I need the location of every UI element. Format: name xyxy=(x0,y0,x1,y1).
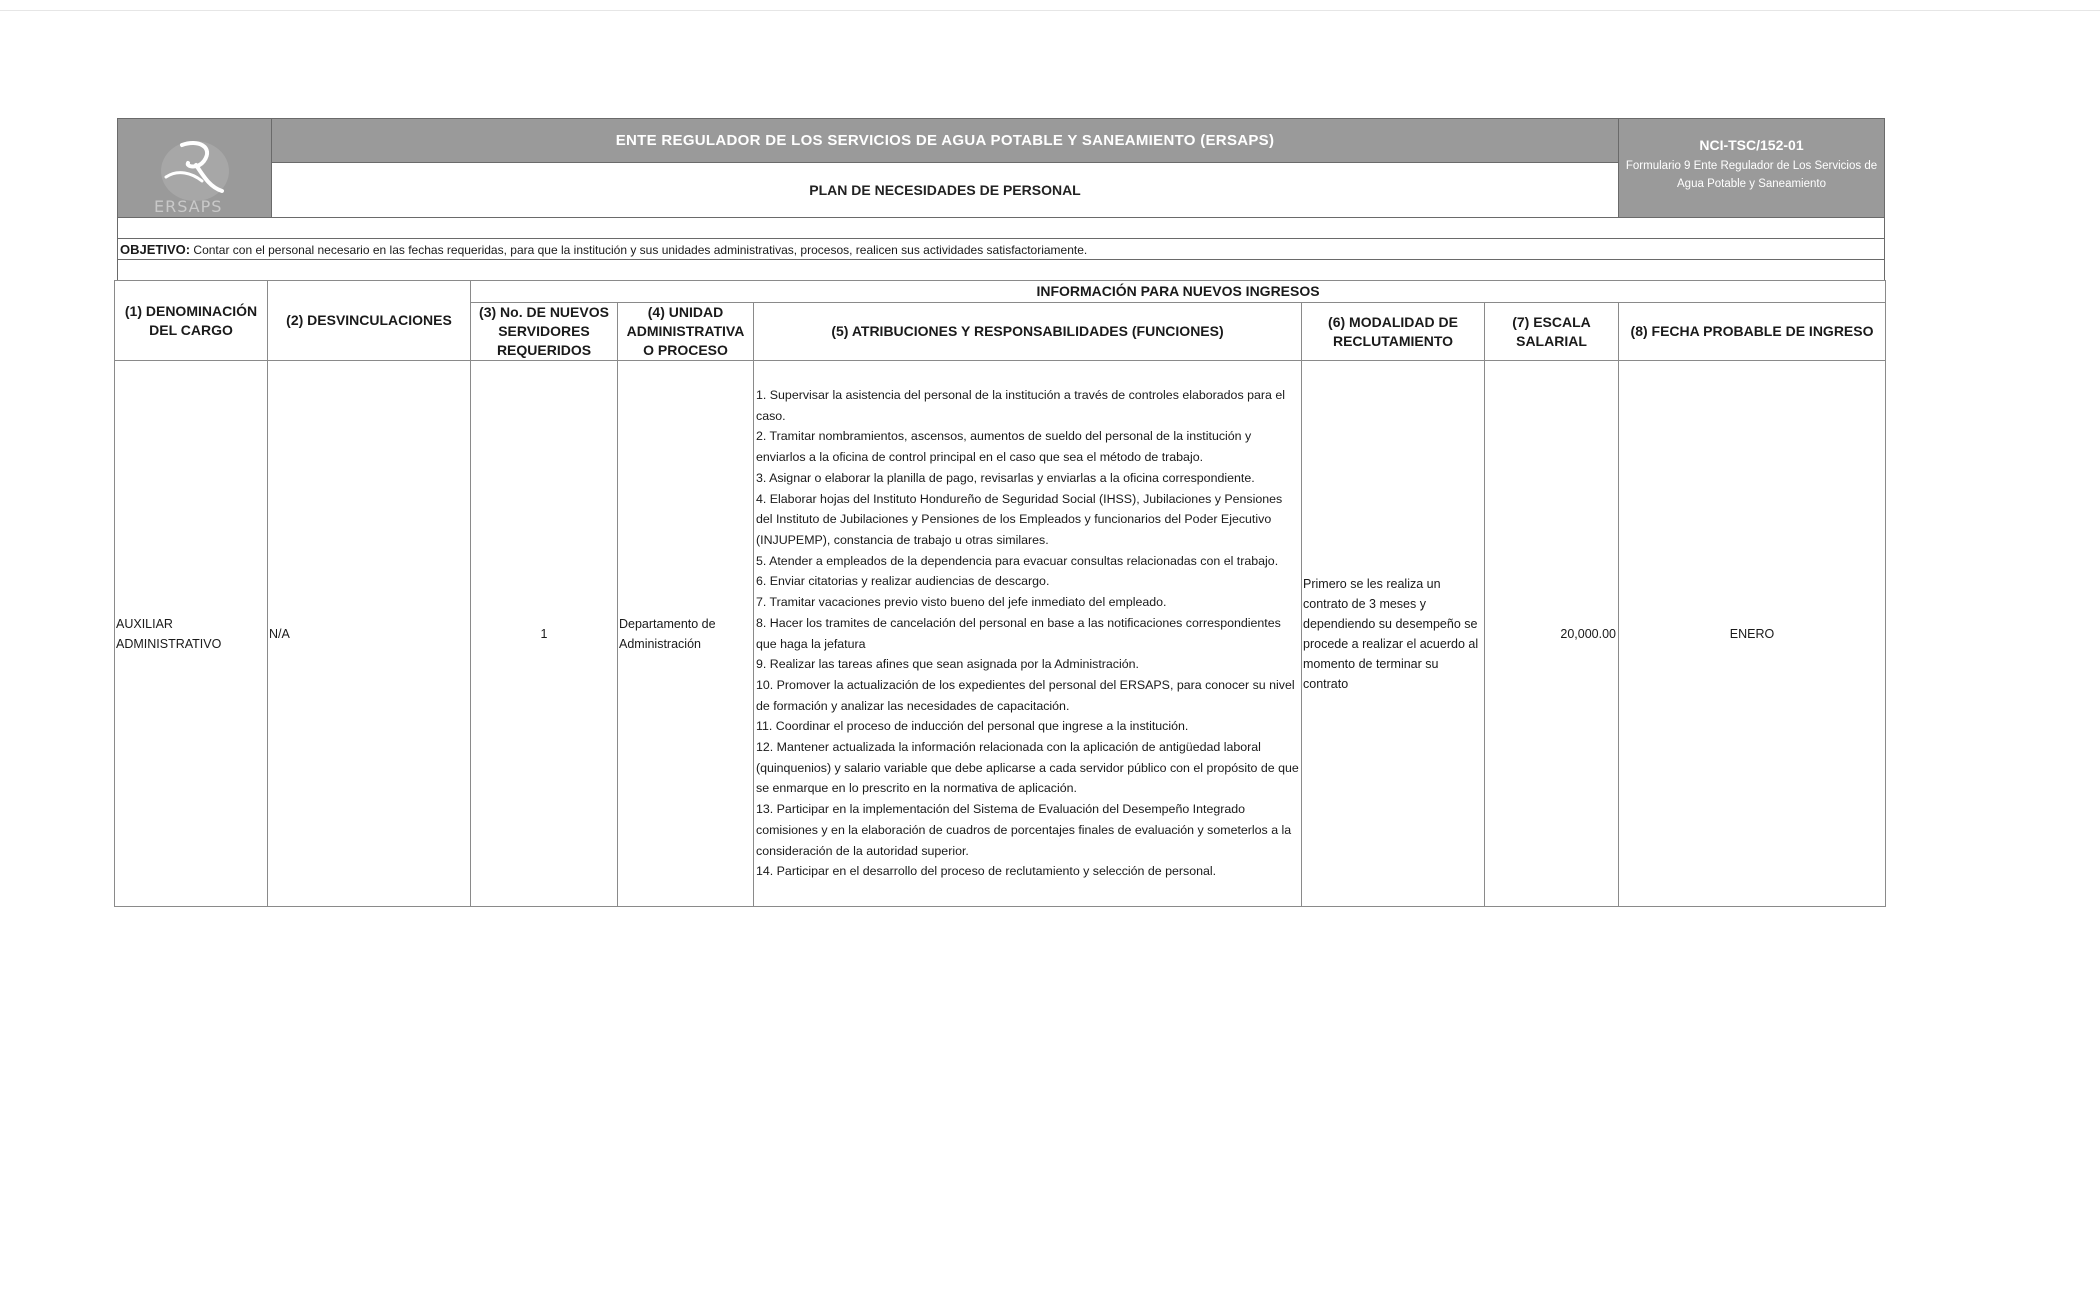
spacer-row xyxy=(117,218,1885,238)
objective-text: Contar con el personal necesario en las fechas requeridas, para que la institución y sus unidades administrativas, procesos, realicen sus actividades satisfactoriamente. xyxy=(193,243,1088,257)
form-subtitle: Formulario 9 Ente Regulador de Los Servicios de Agua Potable y Saneamiento xyxy=(1625,160,1878,190)
list-item: 4. Elaborar hojas del Instituto Hondureño de Seguridad Social (IHSS), Jubilaciones y Pensiones del Instituto de Jubilaciones y Pensiones de los Empleados y funcionarios del Poder Ejecutivo (INJUPEMP), constancia de trabajo u otras similares. xyxy=(756,491,1283,547)
cell-servidores: 1 xyxy=(471,361,618,907)
list-item: 3. Asignar o elaborar la planilla de pago, revisarlas y enviarlas a la oficina correspondiente. xyxy=(756,470,1255,485)
document-title: PLAN DE NECESIDADES DE PERSONAL xyxy=(272,163,1618,217)
organization-title: ENTE REGULADOR DE LOS SERVICIOS DE AGUA POTABLE Y SANEAMIENTO (ERSAPS) xyxy=(272,119,1618,163)
list-item: 5. Atender a empleados de la dependencia para evacuar consultas relacionadas con el trabajo. xyxy=(756,553,1279,568)
col-header-modalidad: (6) MODALIDAD DE RECLUTAMIENTO xyxy=(1302,303,1485,361)
group-header-nuevos-ingresos: INFORMACIÓN PARA NUEVOS INGRESOS xyxy=(471,281,1886,303)
cell-funciones xyxy=(754,361,1302,907)
spacer-row xyxy=(117,260,1885,280)
cell-fecha: ENERO xyxy=(1619,361,1886,907)
list-item: 12. Mantener actualizada la información relacionada con la aplicación de antigüedad laboral (quinquenios) y salario variable que debe aplicarse a cada servidor público con el propósito de que se enmarque en lo prescrito en la normativa de aplicación. xyxy=(756,740,1299,796)
list-item: 7. Tramitar vacaciones previo visto bueno del jefe inmediato del empleado. xyxy=(756,595,1167,610)
table-row xyxy=(115,361,1886,907)
col-header-funciones: (5) ATRIBUCIONES Y RESPONSABILIDADES (FUNCIONES) xyxy=(754,303,1302,361)
col-header-escala: (7) ESCALA SALARIAL xyxy=(1485,303,1619,361)
cell-desvinculaciones: N/A xyxy=(268,361,471,907)
form-code: NCI-TSC/152-01 xyxy=(1699,137,1804,153)
objective-row xyxy=(117,238,1885,260)
col-header-cargo: (1) DENOMINACIÓN DEL CARGO xyxy=(115,281,268,361)
list-item: 8. Hacer los tramites de cancelación del personal en base a las notificaciones correspondientes que haga la jefatura xyxy=(756,615,1281,651)
col-header-desvinculaciones: (2) DESVINCULACIONES xyxy=(268,281,471,361)
list-item: 10. Promover la actualización de los expedientes del personal del ERSAPS, para conocer su nivel de formación y analizar las necesidades de capacitación. xyxy=(756,677,1295,713)
col-header-servidores: (3) No. DE NUEVOS SERVIDORES REQUERIDOS xyxy=(471,303,618,361)
logo-text: ERSAPS xyxy=(154,197,223,216)
list-item: 1. Supervisar la asistencia del personal de la institución a través de controles elaborados para el caso. xyxy=(756,388,1285,423)
list-item: 2. Tramitar nombramientos, ascensos, aumentos de sueldo del personal de la institución y enviarlos a la oficina de control principal en el caso que sea el método de trabajo. xyxy=(756,429,1252,465)
col-header-unidad: (4) UNIDAD ADMINISTRATIVA O PROCESO xyxy=(618,303,754,361)
col-header-fecha: (8) FECHA PROBABLE DE INGRESO xyxy=(1619,303,1886,361)
objective-label: OBJETIVO: xyxy=(120,242,191,257)
personnel-needs-table xyxy=(114,280,1886,907)
cell-unidad: Departamento de Administración xyxy=(618,361,754,907)
list-item: 14. Participar en el desarrollo del proceso de reclutamiento y selección de personal. xyxy=(756,864,1217,879)
list-item: 9. Realizar las tareas afines que sean asignada por la Administración. xyxy=(756,657,1139,672)
list-item: 6. Enviar citatorias y realizar audiencias de descargo. xyxy=(756,574,1050,589)
logo-cell xyxy=(118,119,272,217)
form-code-cell xyxy=(1618,119,1884,217)
cell-cargo: AUXILIAR ADMINISTRATIVO xyxy=(115,361,268,907)
list-item: 11. Coordinar el proceso de inducción del personal que ingrese a la institución. xyxy=(756,719,1189,734)
scan-edge-line xyxy=(0,10,2100,11)
cell-modalidad: Primero se les realiza un contrato de 3 meses y dependiendo su desempeño se procede a realizar el acuerdo al momento de terminar su contrato xyxy=(1302,361,1485,907)
list-item: 13. Participar en la implementación del Sistema de Evaluación del Desempeño Integrado comisiones y en la elaboración de cuadros de porcentajes finales de evaluación y someterlos a la consideración de la autoridad superior. xyxy=(756,802,1292,858)
cell-escala: 20,000.00 xyxy=(1485,361,1619,907)
form-header xyxy=(117,118,1885,218)
